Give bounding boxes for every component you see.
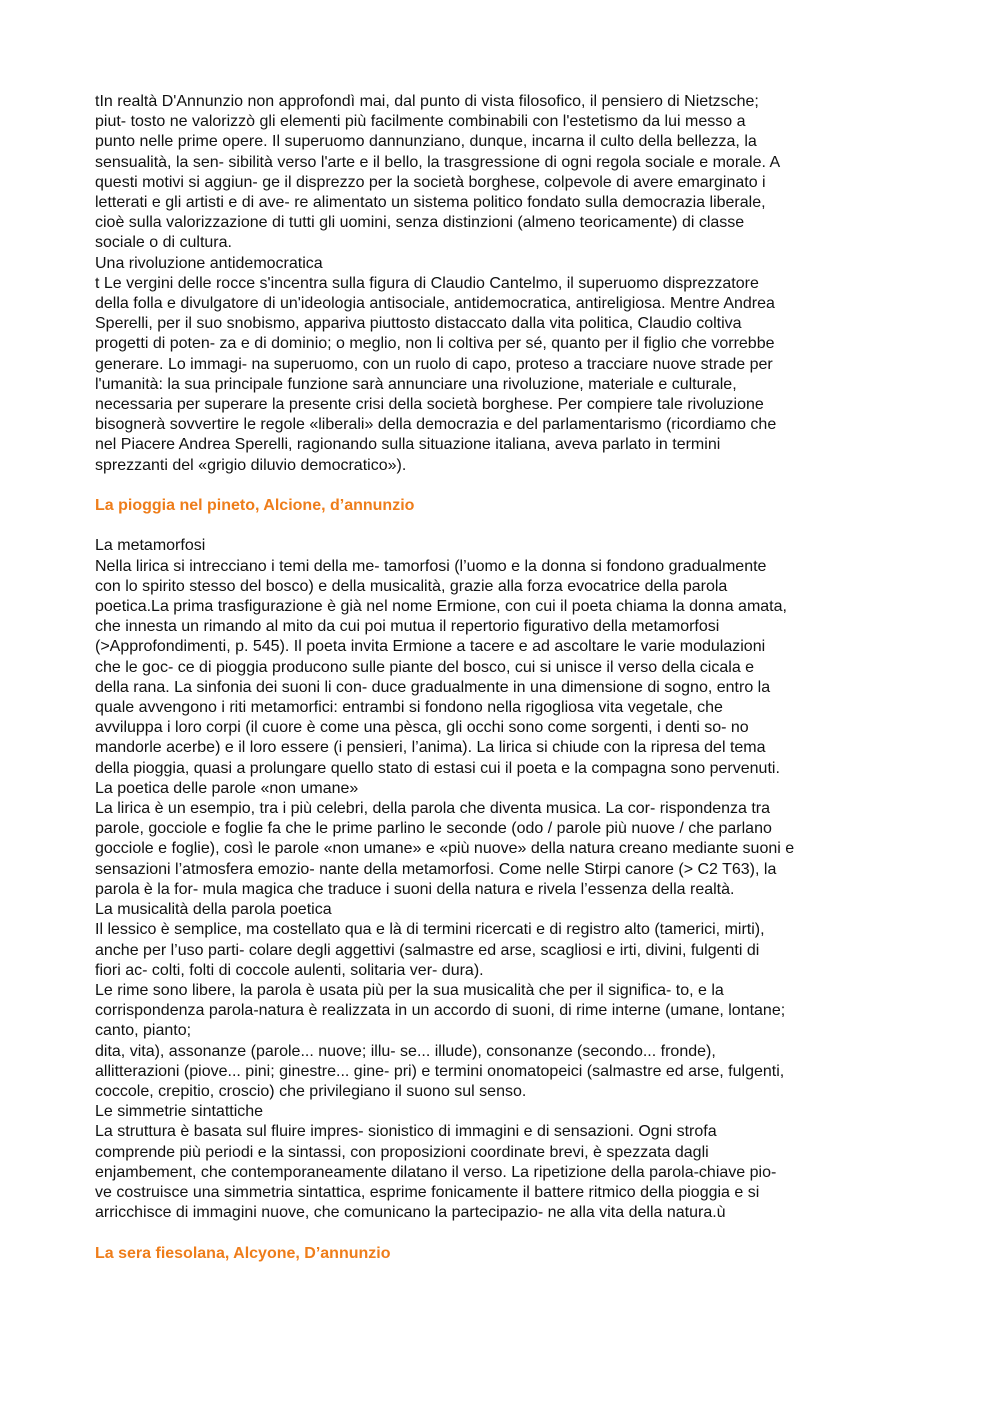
text-line: Il lessico è semplice, ma costellato qua e là di termini ricercati e di registro alto (tamerici, mirti), xyxy=(95,921,765,939)
text-line: arricchisce di immagini nuove, che comunicano la partecipazio- ne alla vita della natura.ù xyxy=(95,1204,726,1222)
text-line: cioè sulla valorizzazione di tutti gli uomini, senza distinzioni (almeno teoricamente) di classe xyxy=(95,214,745,232)
text-block-pioggia xyxy=(95,536,910,1223)
text-line: con lo spirito stesso del bosco) e della musicalità, grazie alla forza evocatrice della parola xyxy=(95,577,728,595)
text-line: anche per l’uso parti- colare degli aggettivi (salmastre ed arse, scagliosi e irti, divini, fulgenti di xyxy=(95,941,760,959)
text-line: necessaria per superare la presente crisi della società borghese. Per compiere tale rivoluzione xyxy=(95,396,764,414)
text-line: La struttura è basata sul fluire impres- sionistico di immagini e di sensazioni. Ogni strofa xyxy=(95,1123,717,1141)
text-line: Una rivoluzione antidemocratica xyxy=(95,254,323,272)
text-line: che le goc- ce di pioggia producono sulle piante del bosco, cui si unisce il verso della cicala e xyxy=(95,658,755,676)
text-line: La musicalità della parola poetica xyxy=(95,901,332,919)
text-line: avviluppa i loro corpi (il cuore è come una pèsca, gli occhi sono come sorgenti, i denti so- no xyxy=(95,719,749,737)
text-line: Le rime sono libere, la parola è usata più per la sua musicalità che per il significa- to, e la xyxy=(95,981,724,999)
text-line: quale avvengono i riti metamorfici: entrambi si fondono nella rigogliosa vita vegetale, che xyxy=(95,699,723,717)
text-line: della folla e divulgatore di un'ideologia antisociale, antidemocratica, antireligiosa. Mentre Andrea xyxy=(95,295,775,313)
text-line: l'umanità: la sua principale funzione sarà annunciare una rivoluzione, materiale e culturale, xyxy=(95,375,737,393)
text-line: allitterazioni (piove... pini; ginestre... gine- pri) e termini onomatopeici (salmastre ed arse, fulgenti, xyxy=(95,1062,785,1080)
text-line: piut- tosto ne valorizzò gli elementi più facilmente combinabili con l'estetismo da lui messo a xyxy=(95,113,746,131)
text-line: (>Approfondimenti, p. 545). Il poeta invita Ermione a tacere e ad ascoltare le varie modulazioni xyxy=(95,638,766,656)
text-line: letterati e gli artisti e di ave- re alimentato un sistema politico fondato sulla democrazia liberale, xyxy=(95,194,766,212)
text-line: parola è la for- mula magica che traduce i suoni della natura e rivela l’essenza della realtà. xyxy=(95,880,735,898)
text-line: poetica.La prima trasfigurazione è già nel nome Ermione, con cui il poeta chiama la donna amata, xyxy=(95,598,787,616)
text-line: sensazioni l’atmosfera emozio- nante della metamorfosi. Come nelle Stirpi canore (> C2 T63), la xyxy=(95,860,777,878)
text-line: corrispondenza parola-natura è realizzata in un accordo di suoni, di rime interne (umane, lontane; xyxy=(95,1002,786,1020)
text-line: sensualità, la sen- sibilità verso l'arte e il bello, la trasgressione di ogni regola sociale e morale. A xyxy=(95,153,781,171)
spacer xyxy=(95,516,910,536)
text-line: nel Piacere Andrea Sperelli, ragionando sulla situazione italiana, aveva parlato in termini xyxy=(95,436,721,454)
text-line: sociale o di cultura. xyxy=(95,234,232,252)
text-line: questi motivi si aggiun- ge il disprezzo per la società borghese, colpevole di avere emarginato i xyxy=(95,173,766,191)
text-line: mandorle acerbe) e il loro essere (i pensieri, l’anima). La lirica si chiude con la ripresa del tema xyxy=(95,739,766,757)
text-line: gocciole e foglie), così le parole «non umane» e «più nuove» della natura creano mediante suoni e xyxy=(95,840,795,858)
text-line: progetti di poten- za e di dominio; o meglio, non li coltiva per sé, quanto per il figlio che vorrebbe xyxy=(95,335,775,353)
text-line: comprende più periodi e la sintassi, con proposizioni coordinate brevi, è spezzata dagli xyxy=(95,1143,709,1161)
text-line: fiori ac- colti, folti di coccole aulenti, solitaria ver- dura). xyxy=(95,961,484,979)
text-line: che innesta un rimando al mito da cui poi mutua il repertorio figurativo della metamorfosi xyxy=(95,618,720,636)
heading-pioggia-nel-pineto: La pioggia nel pineto, Alcione, d’annunzio xyxy=(95,497,415,515)
text-line: La metamorfosi xyxy=(95,537,206,555)
text-block-superuomo xyxy=(95,92,910,476)
text-line: coccole, crepitio, croscio) che privilegiano il suono sul senso. xyxy=(95,1082,527,1100)
text-line: bisognerà sovvertire le regole «liberali» della democrazia e del parlamentarismo (ricordiamo che xyxy=(95,416,777,434)
heading-sera-fiesolana: La sera fiesolana, Alcyone, D’annunzio xyxy=(95,1244,391,1262)
text-line: della rana. La sinfonia dei suoni li con- duce gradualmente in una dimensione di sogno, entro la xyxy=(95,678,771,696)
document-page xyxy=(95,92,910,1264)
spacer xyxy=(95,476,910,496)
text-line: della pioggia, quasi a prolungare quello stato di estasi cui il poeta e la compagna sono pervenuti. xyxy=(95,759,780,777)
text-line: La lirica è un esempio, tra i più celebri, della parola che diventa musica. La cor- rispondenza tra xyxy=(95,800,771,818)
text-line: tIn realtà D'Annunzio non approfondì mai, dal punto di vista filosofico, il pensiero di Nietzsche; xyxy=(95,93,759,110)
text-line: t Le vergini delle rocce s'incentra sulla figura di Claudio Cantelmo, il superuomo disprezzatore xyxy=(95,274,759,292)
spacer xyxy=(95,1223,910,1243)
text-line: canto, pianto; xyxy=(95,1022,192,1040)
text-line: Nella lirica si intrecciano i temi della me- tamorfosi (l’uomo e la donna si fondono gradualmente xyxy=(95,557,767,575)
text-line: dita, vita), assonanze (parole... nuove; illu- se... illude), consonanze (secondo... fronde), xyxy=(95,1042,716,1060)
text-line: ve costruisce una simmetria sintattica, esprime fonicamente il battere ritmico della pioggia e si xyxy=(95,1183,760,1201)
text-line: generare. Lo immagi- na superuomo, con un ruolo di capo, proteso a tracciare nuove strade per xyxy=(95,355,773,373)
text-line: parole, gocciole e foglie fa che le prime parlino le seconde (odo / parole più nuove / che parlano xyxy=(95,820,772,838)
text-line: Le simmetrie sintattiche xyxy=(95,1103,264,1121)
text-line: Sperelli, per il suo snobismo, appariva piuttosto distaccato dalla vita politica, Claudio coltiva xyxy=(95,315,742,333)
text-line: punto nelle prime opere. Il superuomo dannunziano, dunque, incarna il culto della bellezza, la xyxy=(95,133,757,151)
text-line: La poetica delle parole «non umane» xyxy=(95,779,359,797)
text-line: sprezzanti del «grigio diluvio democratico»). xyxy=(95,456,407,474)
text-line: enjambement, che contemporaneamente dilatano il verso. La ripetizione della parola-chiave pio- xyxy=(95,1163,777,1181)
